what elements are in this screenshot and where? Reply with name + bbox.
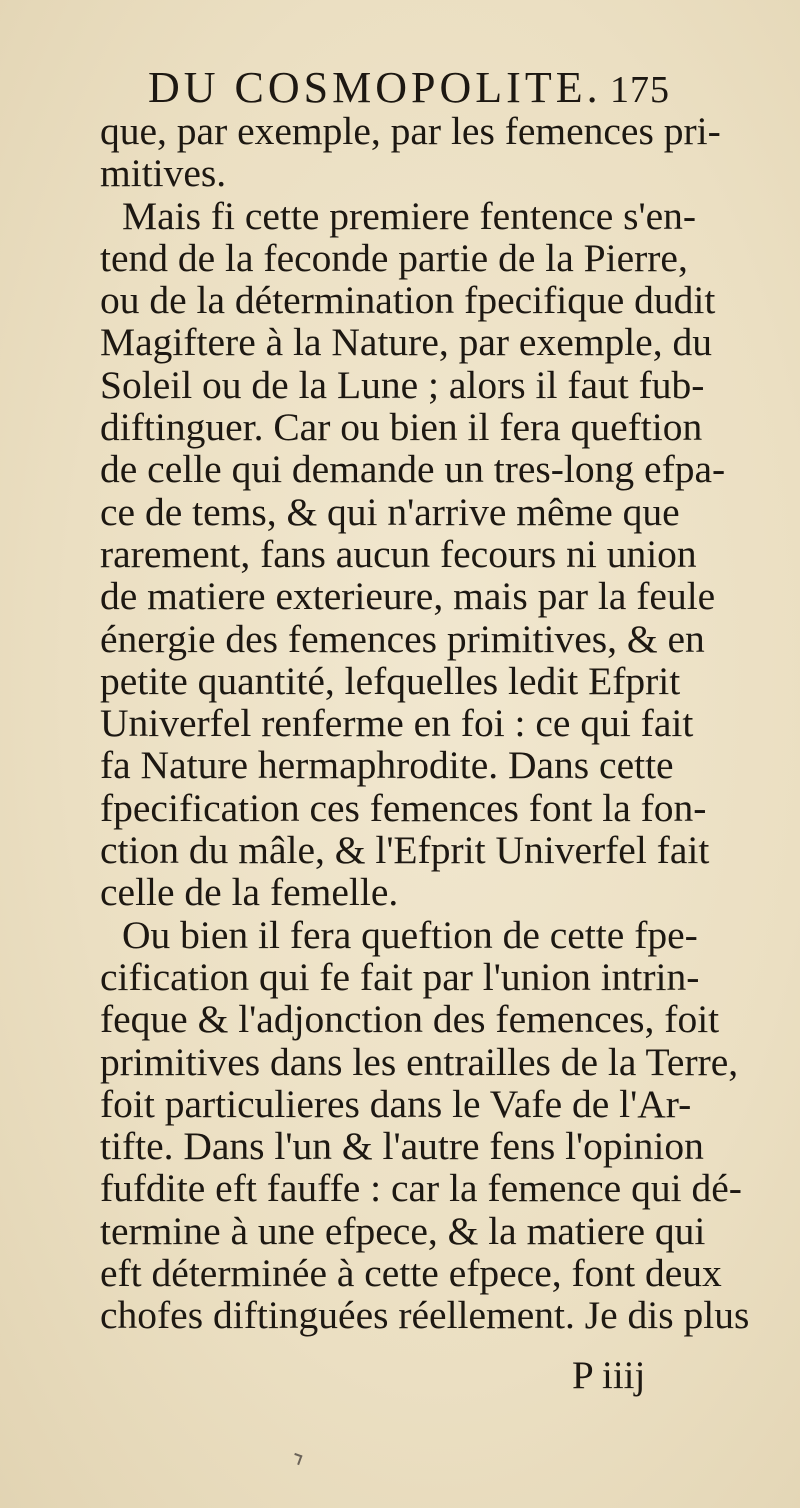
text-line: primitives dans les entrailles de la Terre, (100, 1039, 739, 1084)
text-line: eft déterminée à cette efpece, font deux (100, 1251, 722, 1296)
ink-mark (292, 1453, 303, 1465)
text-line: Ou bien il fera queftion de cette fpe- (122, 912, 698, 957)
text-line: que, par exemple, par les femences pri- (100, 109, 721, 153)
body-text (100, 110, 780, 1337)
text-line: chofes diftinguées réellement. Je dis plus (100, 1293, 750, 1338)
text-line: Univerfel renferme en foi : ce qui fait (100, 701, 694, 746)
text-line: de celle qui demande un tres-long efpa- (100, 447, 726, 492)
text-line: Soleil ou de la Lune ; alors il faut fub- (100, 362, 705, 407)
text-line: cification qui fe fait par l'union intrin- (100, 954, 700, 999)
text-line: énergie des femences primitives, & en (100, 616, 705, 661)
text-line: ou de la détermination fpecifique dudit (100, 278, 716, 323)
text-line: fufdite eft fauffe : car la femence qui dé- (100, 1166, 742, 1211)
running-title: DU COSMOPOLITE. (148, 63, 602, 112)
text-line: tend de la feconde partie de la Pierre, (100, 235, 688, 280)
text-line: fa Nature hermaphrodite. Dans cette (100, 743, 674, 788)
text-line: celle de la femelle. (100, 870, 399, 915)
text-line: tifte. Dans l'un & l'autre fens l'opinion (100, 1124, 704, 1169)
text-line: diftinguer. Car ou bien il fera queftion (100, 405, 703, 450)
page-number: 175 (610, 69, 670, 111)
text-line: ce de tems, & qui n'arrive même que (100, 489, 680, 534)
text-line: fpecification ces femences font la fon- (100, 785, 707, 830)
signature-mark: P iiij (572, 1354, 646, 1397)
text-line: rarement, fans aucun fecours ni union (100, 531, 697, 576)
text-line: ction du mâle, & l'Efprit Univerfel fait (100, 828, 710, 873)
text-line: Magiftere à la Nature, par exemple, du (100, 320, 712, 365)
text-line: mitives. (100, 151, 227, 196)
running-header (148, 62, 670, 114)
text-line: petite quantité, lefquelles ledit Efprit (100, 658, 681, 703)
text-line: termine à une efpece, & la matiere qui (100, 1208, 706, 1253)
text-line: feque & l'adjonction des femences, foit (100, 997, 720, 1042)
text-line: de matiere exterieure, mais par la feule (100, 574, 716, 619)
text-line: Mais fi cette premiere fentence s'en- (122, 193, 697, 238)
text-line: foit particulieres dans le Vafe de l'Ar- (100, 1081, 692, 1126)
